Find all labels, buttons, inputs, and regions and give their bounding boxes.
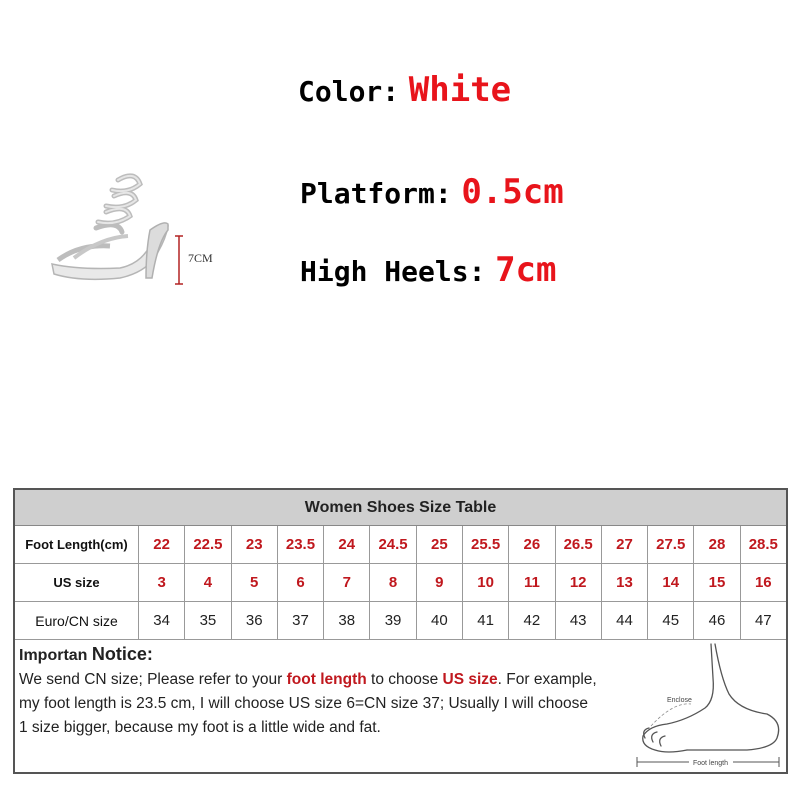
color-value: White (408, 70, 512, 110)
table-cell: 27 (602, 526, 648, 563)
heels-spec (300, 250, 557, 290)
us-size-row (15, 564, 786, 602)
row-header: Foot Length(cm) (15, 526, 139, 563)
table-cell: 28 (694, 526, 740, 563)
table-cell: 22 (139, 526, 185, 563)
row-header: US size (15, 564, 139, 601)
us-size-highlight: US size (442, 671, 498, 688)
size-table (13, 488, 788, 774)
notice-text: . For example, (497, 671, 597, 688)
table-cell: 3 (139, 564, 185, 601)
foot-length-highlight: foot length (286, 671, 367, 688)
notice-text: to choose (366, 671, 443, 688)
table-cell: 39 (370, 602, 416, 639)
table-cell: 25.5 (463, 526, 509, 563)
table-cell: 35 (185, 602, 231, 639)
notice-line-2: my foot length is 23.5 cm, I will choose US size 6=CN size 37; Usually I will choose (19, 695, 588, 712)
table-cell: 47 (754, 612, 772, 629)
notice-line-3: 1 size bigger, because my foot is a little wide and fat. (19, 719, 381, 736)
notice-title-b: Notice: (91, 644, 153, 664)
table-cell: 22.5 (185, 526, 231, 563)
table-cell: 28.5 (748, 536, 778, 553)
table-cell: 25 (417, 526, 463, 563)
table-cell: 6 (278, 564, 324, 601)
notice-title-a: Importan (19, 647, 88, 664)
heels-label: High Heels: (300, 255, 486, 288)
table-cell: 40 (417, 602, 463, 639)
table-cell: 43 (556, 602, 602, 639)
platform-label: Platform: (300, 177, 452, 210)
heel-height-label: 7CM (188, 251, 213, 265)
color-spec (298, 70, 511, 110)
table-cell: 38 (324, 602, 370, 639)
table-cell: 11 (509, 564, 555, 601)
heels-value: 7cm (495, 250, 557, 290)
table-cell: 44 (602, 602, 648, 639)
row-header: Euro/CN size (15, 602, 139, 639)
table-cell: 5 (232, 564, 278, 601)
table-cell: 23 (232, 526, 278, 563)
table-cell: 46 (694, 602, 740, 639)
table-cell: 27.5 (648, 526, 694, 563)
table-cell: 12 (556, 564, 602, 601)
table-cell: 23.5 (278, 526, 324, 563)
table-cell: 26 (509, 526, 555, 563)
table-cell: 24.5 (370, 526, 416, 563)
sandal-image (40, 160, 230, 300)
notice-text: We send CN size; Please refer to your (19, 671, 287, 688)
table-cell: 41 (463, 602, 509, 639)
table-cell: 37 (278, 602, 324, 639)
notice-line-1 (19, 668, 619, 692)
table-cell: 7 (324, 564, 370, 601)
table-cell: 24 (324, 526, 370, 563)
table-title: Women Shoes Size Table (15, 490, 786, 526)
table-cell: 36 (232, 602, 278, 639)
table-cell: 16 (754, 574, 772, 591)
foot-measure-diagram (627, 638, 785, 770)
table-cell: 34 (139, 602, 185, 639)
table-cell: 14 (648, 564, 694, 601)
table-cell: 9 (417, 564, 463, 601)
table-cell: 45 (648, 602, 694, 639)
table-cell: 42 (509, 602, 555, 639)
notice-title (19, 642, 619, 668)
notice (19, 642, 619, 740)
platform-spec (300, 172, 564, 212)
foot-length-label: Foot length (693, 760, 729, 767)
table-cell: 26.5 (556, 526, 602, 563)
euro-cn-size-row (15, 602, 786, 640)
platform-value: 0.5cm (461, 172, 564, 212)
table-cell: 8 (370, 564, 416, 601)
table-cell: 13 (602, 564, 648, 601)
color-label: Color: (298, 75, 400, 108)
foot-length-row (15, 526, 786, 564)
enclose-label: Enclose (667, 697, 692, 704)
table-cell: 10 (463, 564, 509, 601)
table-cell: 15 (694, 564, 740, 601)
table-cell: 4 (185, 564, 231, 601)
